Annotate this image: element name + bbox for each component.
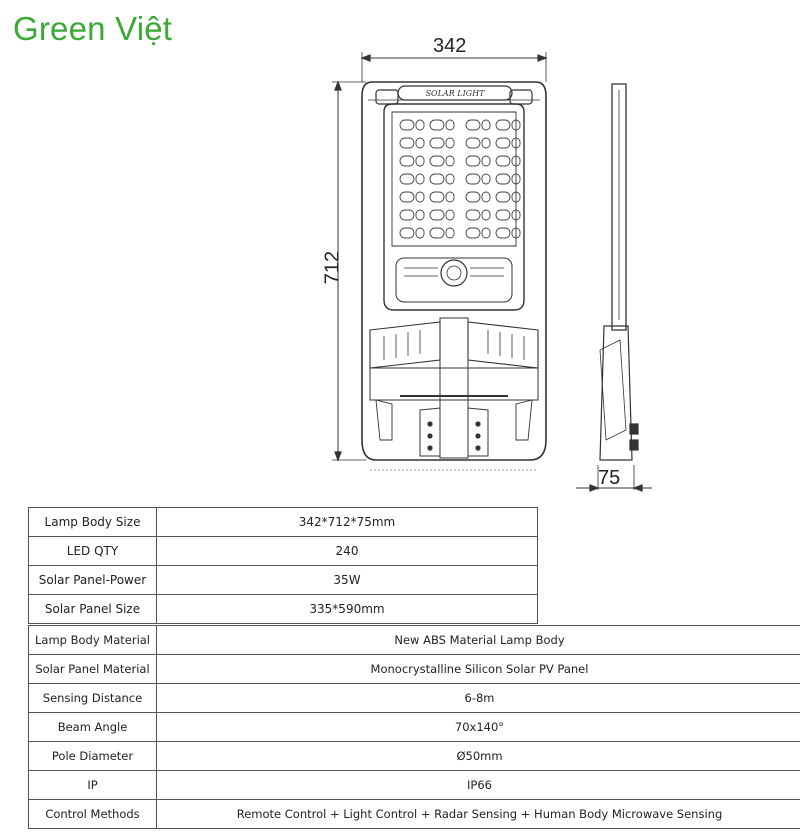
led-capsule [496, 192, 510, 202]
spec-key: IP [29, 771, 157, 800]
led-capsule [446, 120, 454, 130]
spec-value: 35W [157, 566, 538, 595]
spec-value: 240 [157, 537, 538, 566]
spec-row [29, 684, 800, 713]
led-capsule [400, 156, 414, 166]
led-capsule [446, 210, 454, 220]
led-capsule [496, 120, 510, 130]
led-capsule [416, 210, 424, 220]
led-capsule [496, 156, 510, 166]
led-capsule [446, 156, 454, 166]
spec-row [29, 626, 800, 655]
led-capsule [482, 174, 490, 184]
led-capsule [416, 156, 424, 166]
spec-row [29, 655, 800, 684]
spec-value: 335*590mm [157, 595, 538, 624]
led-capsule [482, 138, 490, 148]
spec-value: Remote Control + Light Control + Radar Sensing + Human Body Microwave Sensing [157, 800, 800, 829]
led-capsule [466, 156, 480, 166]
height-dimension: 712 [321, 250, 344, 285]
led-capsule [482, 156, 490, 166]
led-capsule [430, 156, 444, 166]
spec-key: Solar Panel-Power [29, 566, 157, 595]
spec-table-bottom [28, 625, 800, 829]
spec-key: LED QTY [29, 537, 157, 566]
led-capsule [466, 228, 480, 238]
led-grid [400, 120, 520, 238]
led-capsule [496, 174, 510, 184]
led-capsule [400, 138, 414, 148]
spec-key: Beam Angle [29, 713, 157, 742]
spec-row [29, 566, 538, 595]
led-capsule [430, 210, 444, 220]
spec-row [29, 800, 800, 829]
led-capsule [466, 138, 480, 148]
spec-value: 342*712*75mm [157, 508, 538, 537]
spec-row [29, 713, 800, 742]
spec-value: New ABS Material Lamp Body [157, 626, 800, 655]
spec-row [29, 537, 538, 566]
spec-value: Monocrystalline Silicon Solar PV Panel [157, 655, 800, 684]
led-capsule [446, 228, 454, 238]
led-capsule [466, 120, 480, 130]
spec-row [29, 508, 538, 537]
led-capsule [430, 138, 444, 148]
led-capsule [400, 174, 414, 184]
led-capsule [416, 138, 424, 148]
spec-value: 70x140° [157, 713, 800, 742]
panel-text: SOLAR LIGHT [425, 89, 485, 98]
led-capsule [400, 192, 414, 202]
led-capsule [416, 174, 424, 184]
led-capsule [466, 192, 480, 202]
width-dimension: 342 [433, 35, 467, 57]
spec-key: Solar Panel Size [29, 595, 157, 624]
spec-table-top [28, 507, 538, 624]
spec-value: 6-8m [157, 684, 800, 713]
led-capsule [482, 228, 490, 238]
spec-key: Control Methods [29, 800, 157, 829]
led-capsule [416, 192, 424, 202]
led-capsule [430, 120, 444, 130]
spec-row [29, 771, 800, 800]
led-capsule [400, 120, 414, 130]
led-capsule [466, 210, 480, 220]
led-capsule [482, 120, 490, 130]
led-capsule [446, 174, 454, 184]
depth-dimension: 75 [598, 467, 621, 489]
led-capsule [446, 138, 454, 148]
spec-key: Solar Panel Material [29, 655, 157, 684]
brand-logo: Green Việt [13, 10, 173, 47]
spec-value: IP66 [157, 771, 800, 800]
led-capsule [482, 192, 490, 202]
led-capsule [496, 228, 510, 238]
led-capsule [496, 138, 510, 148]
led-capsule [430, 174, 444, 184]
led-capsule [416, 228, 424, 238]
led-capsule [446, 192, 454, 202]
led-capsule [416, 120, 424, 130]
led-capsule [430, 228, 444, 238]
led-capsule [496, 210, 510, 220]
led-capsule [400, 210, 414, 220]
led-capsule [400, 228, 414, 238]
led-capsule [430, 192, 444, 202]
spec-value: Ø50mm [157, 742, 800, 771]
led-capsule [482, 210, 490, 220]
spec-key: Sensing Distance [29, 684, 157, 713]
spec-key: Pole Diameter [29, 742, 157, 771]
spec-row [29, 742, 800, 771]
spec-key: Lamp Body Material [29, 626, 157, 655]
spec-key: Lamp Body Size [29, 508, 157, 537]
led-capsule [466, 174, 480, 184]
spec-row [29, 595, 538, 624]
